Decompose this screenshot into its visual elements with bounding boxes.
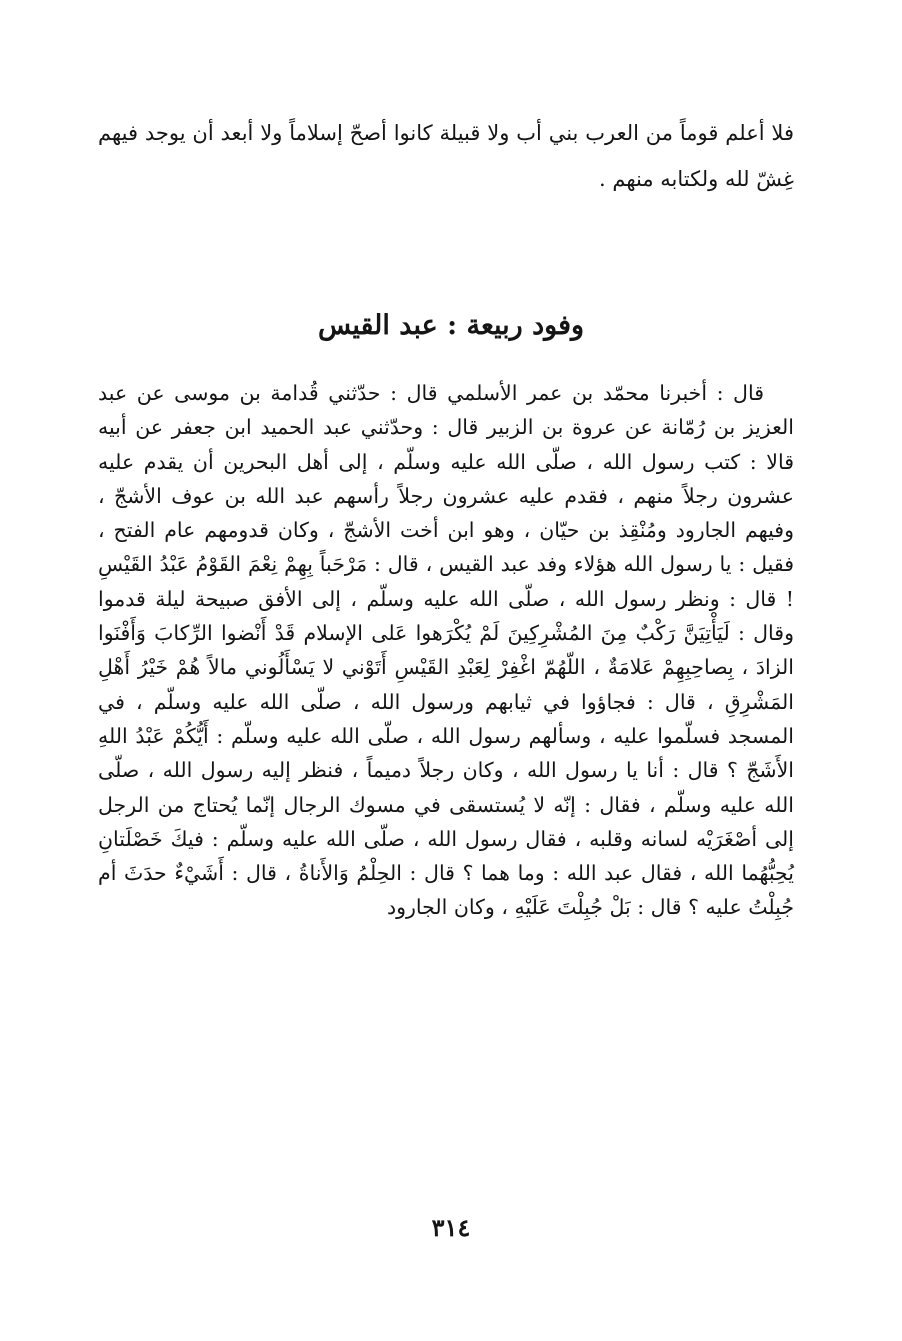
section-title: وفود ربيعة : عبد القيس: [317, 310, 585, 341]
body-text: [98, 376, 794, 925]
page-number: ٣١٤: [431, 1213, 471, 1242]
intro-paragraph: فلا أعلم قوماً من العرب بني أب ولا قبيلة كانوا أصحّ إسلاماً ولا أبعد أن يوجد فيهم غِشّ لله ولكتابه منهم .: [98, 121, 794, 191]
body-paragraph: قال : أخبرنا محمّد بن عمر الأسلمي قال : حدّثني قُدامة بن موسى عن عبد العزيز بن رُمّانة عن عروة بن الزبير قال : وحدّثني عبد الحميد ابن جعفر عن أبيه قالا : كتب رسول الله ، صلّى الله عليه وسلّم ، إلى أهل البحرين أن يقدم عليه عشرون رجلاً منهم ، فقدم عليه عشرون رجلاً رأسهم عبد الله بن عوف الأشجّ ، وفيهم الجارود ومُنْقِذ بن حيّان ، وهو ابن أخت الأشجّ ، وكان قدومهم عام الفتح ، فقيل : يا رسول الله هؤلاء وفد عبد القيس ، قال : مَرْحَباً بِهِمْ نِعْمَ القَوْمُ عَبْدُ القَيْسِ ! قال : ونظر رسول الله ، صلّى الله عليه وسلّم ، إلى الأفق صبيحة ليلة قدموا وقال : لَيَأْتِيَنَّ رَكْبٌ مِنَ المُشْرِكِينَ لَمْ يُكْرَهوا عَلى الإسلام قَدْ أَنْضوا الرِّكابَ وَأَفْنَوا الزادَ ، بِصاحِبِهِمْ عَلامَةٌ ، اللّهُمّ اغْفِرْ لِعَبْدِ القَيْسِ أَتَوْني لا يَسْأَلُوني مالاً هُمْ خَيْرُ أَهْلِ المَشْرِقِ ، قال : فجاؤوا في ثيابهم ورسول الله ، صلّى الله عليه وسلّم ، في المسجد فسلّموا عليه ، وسألهم رسول الله ، صلّى الله عليه وسلّم : أَيُّكُمْ عَبْدُ اللهِ الأَشَجّ ؟ قال : أنا يا رسول الله ، وكان رجلاً دميماً ، فنظر إليه رسول الله ، صلّى الله عليه وسلّم ، فقال : إنّه لا يُستسقى في مسوك الرجال إنّما يُحتاج من الرجل إلى أصْغَرَيْه لسانه وقلبه ، فقال رسول الله ، صلّى الله عليه وسلّم : فيكَ خَصْلَتانِ يُحِبُّهُما الله ، فقال عبد الله : وما هما ؟ قال : الحِلْمُ وَالأَناةُ ، قال : أَشَيْءٌ حدَثَ أم جُبِلْتُ عليه ؟ قال : بَلْ جُبِلْتَ عَلَيْهِ ، وكان الجارود: [98, 381, 794, 920]
